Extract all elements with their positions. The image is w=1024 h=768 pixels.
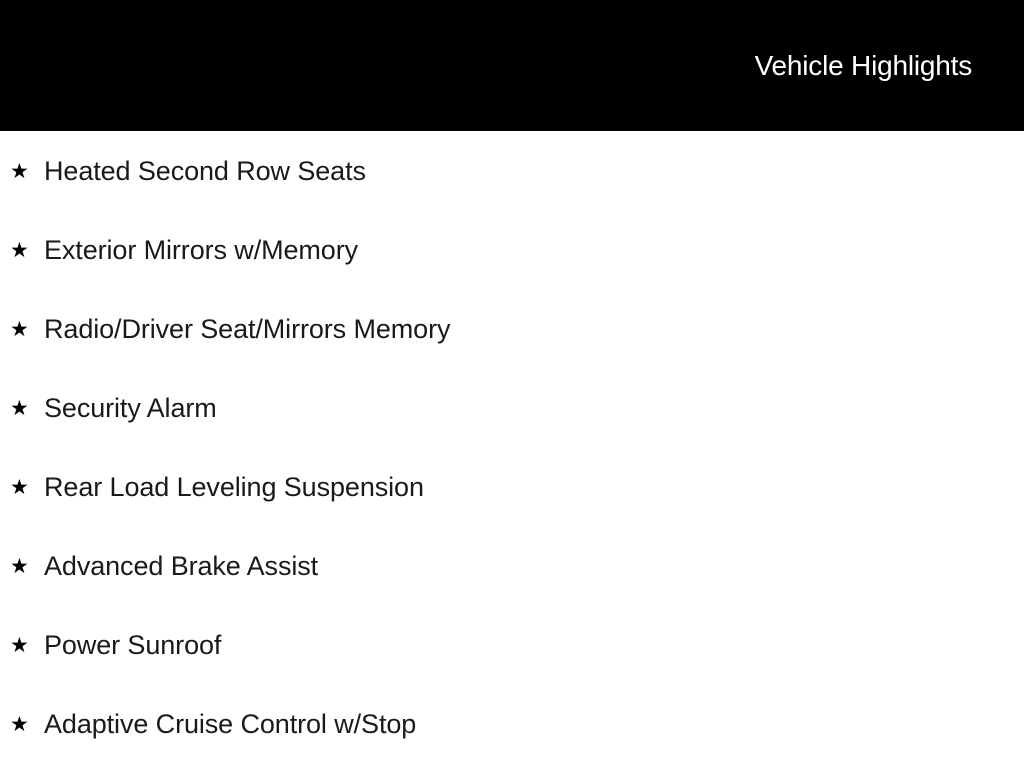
list-item — [0, 230, 1024, 270]
star-icon: ★ — [10, 475, 29, 499]
star-icon: ★ — [10, 712, 29, 736]
star-icon: ★ — [10, 159, 29, 183]
star-icon: ★ — [10, 317, 29, 341]
highlight-label: Adaptive Cruise Control w/Stop — [44, 709, 417, 739]
list-item — [0, 467, 1024, 507]
list-item — [0, 151, 1024, 191]
list-item — [0, 704, 1024, 744]
highlight-label: Power Sunroof — [44, 630, 222, 660]
star-icon: ★ — [10, 396, 29, 420]
highlight-label: Heated Second Row Seats — [44, 156, 366, 186]
highlight-label: Exterior Mirrors w/Memory — [44, 235, 359, 265]
highlight-label: Security Alarm — [44, 393, 217, 423]
list-item — [0, 625, 1024, 665]
list-item — [0, 546, 1024, 586]
page-title: Vehicle Highlights — [754, 50, 972, 81]
highlight-label: Advanced Brake Assist — [44, 551, 319, 581]
highlight-label: Rear Load Leveling Suspension — [44, 472, 424, 502]
star-icon: ★ — [10, 238, 29, 262]
star-icon: ★ — [10, 554, 29, 578]
list-item — [0, 309, 1024, 349]
list-item — [0, 388, 1024, 428]
header-bar — [0, 0, 1024, 131]
star-icon: ★ — [10, 633, 29, 657]
highlight-label: Radio/Driver Seat/Mirrors Memory — [44, 314, 451, 344]
